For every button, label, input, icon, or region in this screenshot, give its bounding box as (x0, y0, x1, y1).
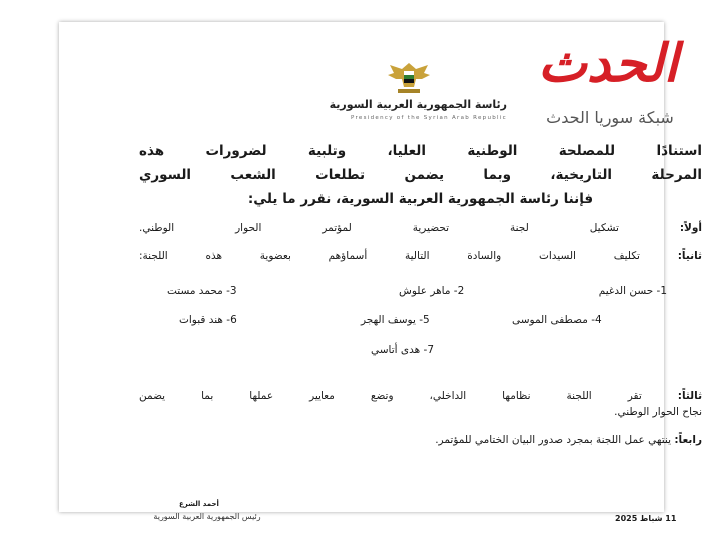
signatory-title: رئيس الجمهورية العربية السورية (153, 512, 261, 521)
member-item: 6- هند قبوات (179, 314, 237, 326)
member-item: 2- ماهر علوش (399, 285, 465, 297)
preamble-line-2: المرحلة التاريخية، وبما يضمن تطلعات الشعب السوري (139, 167, 702, 183)
presidency-title-english: Presidency of the Syrian Arab Republic (350, 115, 507, 121)
logo-subtitle: شبكة سوريا الحدث (546, 108, 674, 127)
article-third-label: ثالثاً: (677, 390, 703, 402)
article-third (139, 390, 702, 402)
article-fourth-text: ينتهي عمل اللجنة بمجرد صدور البيان الختامي للمؤتمر. (435, 434, 671, 446)
member-item: 5- يوسف الهجر (361, 314, 430, 326)
member-item: 7- هدى أتاسي (371, 344, 435, 356)
article-third-text: تقر اللجنة نظامها الداخلي، وتضع معايير عملها بما يضمن (139, 390, 642, 402)
article-second (139, 250, 702, 262)
article-first-label: أولاً: (679, 222, 702, 234)
member-item: 3- محمد مستت (167, 285, 237, 297)
decree-date: 11 شباط 2025 (615, 514, 677, 523)
preamble-line-3: فإننا رئاسة الجمهورية العربية السورية، نقرر ما يلي: (247, 191, 594, 207)
member-item: 4- مصطفى الموسى (512, 314, 602, 326)
article-first (139, 222, 702, 234)
news-network-logo (510, 30, 710, 150)
article-third-continued (139, 406, 702, 418)
article-second-text: تكليف السيدات والسادة التالية أسماؤهم بعضوية هذه اللجنة: (139, 250, 640, 262)
article-first-text: تشكيل لجنة تحضيرية لمؤتمر الحوار الوطني. (139, 222, 619, 234)
article-fourth (139, 434, 702, 446)
preamble-line-1: استنادًا للمصلحة الوطنية العليا، وتلبية لضرورات هذه (139, 143, 702, 159)
article-fourth-label: رابعاً: (674, 434, 702, 446)
article-third-text-2: نجاح الحوار الوطني. (614, 406, 702, 418)
presidency-title-arabic: رئاسة الجمهورية العربية السورية (329, 98, 507, 111)
syrian-eagle-emblem-icon (384, 57, 434, 97)
member-item: 1- حسن الدغيم (598, 285, 667, 297)
logo-wordmark: الحدث (537, 33, 679, 94)
article-second-label: ثانياً: (677, 250, 702, 262)
signatory-name: أحمد الشرع (179, 500, 219, 508)
